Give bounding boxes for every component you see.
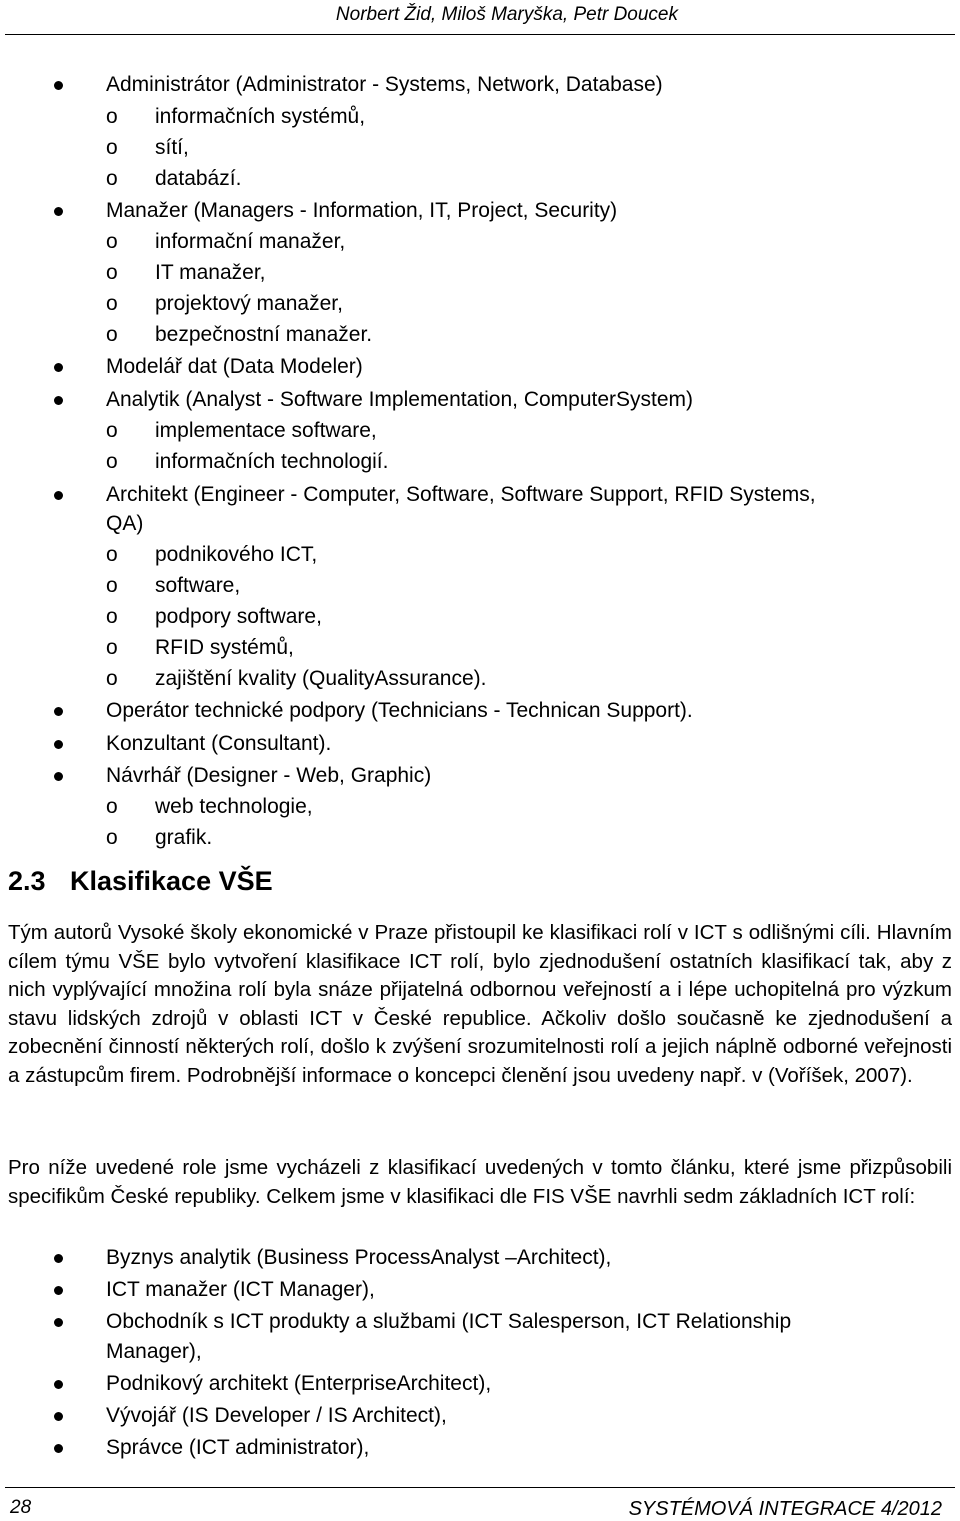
- bullet-dot: [54, 1444, 63, 1453]
- sub-bullet-marker: o: [106, 261, 118, 284]
- bullet-dot: [54, 740, 63, 749]
- sub-bullet-marker: o: [106, 574, 118, 597]
- sub-list-item: web technologie,: [155, 795, 313, 818]
- sub-bullet-marker: o: [106, 323, 118, 346]
- bullet-dot: [54, 363, 63, 372]
- bullet-dot: [54, 81, 63, 90]
- sub-bullet-marker: o: [106, 230, 118, 253]
- list-item: Modelář dat (Data Modeler): [106, 355, 363, 378]
- sub-bullet-marker: o: [106, 667, 118, 690]
- header-divider: [5, 34, 955, 35]
- sub-list-item: RFID systémů,: [155, 636, 294, 659]
- list-item: Konzultant (Consultant).: [106, 732, 332, 755]
- section-heading: [8, 866, 273, 897]
- paragraph: Tým autorů Vysoké školy ekonomické v Praze přistoupil ke klasifikaci rolí v ICT s odlišnými cíli. Hlavním cílem týmu VŠE bylo vytvoření klasifikace ICT rolí, bylo zjednodušení ostatních klasifikací tak, aby z nich vyplývající množina rolí byla snáze přijatelná odbornou veřejností a i lépe uchopitelná pro výzkum stavu lidských zdrojů v oblasti ICT v České republice. Ačkoliv došlo současně ke zjednodušení a zobecnění činností některých rolí, došlo k zvýšení srozumitelnosti rolí a jejich náplně odborné veřejnosti a zástupcům firem. Podrobnější informace o koncepci členění jsou uvedeny např. v (Voříšek, 2007).: [8, 921, 952, 1087]
- bullet-dot: [54, 1254, 63, 1263]
- list-item: ICT manažer (ICT Manager),: [106, 1278, 375, 1301]
- list-item: Návrhář (Designer - Web, Graphic): [106, 764, 432, 787]
- list-item: Správce (ICT administrator),: [106, 1436, 370, 1459]
- sub-list-item: zajištění kvality (QualityAssurance).: [155, 667, 487, 690]
- list-item: Manažer (Managers - Information, IT, Project, Security): [106, 199, 618, 222]
- page-header: [0, 0, 960, 34]
- section-number: 2.3: [8, 866, 46, 896]
- bullet-dot: [54, 491, 63, 500]
- footer-divider: [5, 1487, 955, 1488]
- sub-bullet-marker: o: [106, 450, 118, 473]
- list-item: Analytik (Analyst - Software Implementation, ComputerSystem): [106, 388, 694, 411]
- list-item: Podnikový architekt (EnterpriseArchitect),: [106, 1372, 492, 1395]
- bullet-dot: [54, 396, 63, 405]
- bullet-dot: [54, 1286, 63, 1295]
- section-title: Klasifikace VŠE: [70, 866, 273, 896]
- page-number: 28: [10, 1497, 32, 1518]
- sub-bullet-marker: o: [106, 419, 118, 442]
- list-item: Vývojář (IS Developer / IS Architect),: [106, 1404, 447, 1427]
- list-item: Obchodník s ICT produkty a službami (ICT Salesperson, ICT Relationship: [106, 1310, 792, 1333]
- bullet-dot: [54, 207, 63, 216]
- journal-name: SYSTÉMOVÁ INTEGRACE 4/2012: [628, 1498, 942, 1520]
- sub-list-item: IT manažer,: [155, 261, 266, 284]
- sub-bullet-marker: o: [106, 292, 118, 315]
- bullet-dot: [54, 1318, 63, 1327]
- list-item: Byznys analytik (Business ProcessAnalyst –Architect),: [106, 1246, 612, 1269]
- bullet-dot: [54, 707, 63, 716]
- list-item: Administrátor (Administrator - Systems, Network, Database): [106, 73, 663, 96]
- sub-bullet-marker: o: [106, 136, 118, 159]
- sub-list-item: grafik.: [155, 826, 213, 849]
- bullet-dot: [54, 772, 63, 781]
- sub-bullet-marker: o: [106, 105, 118, 128]
- sub-list-item: software,: [155, 574, 241, 597]
- bullet-dot: [54, 1412, 63, 1421]
- sub-list-item: databází.: [155, 167, 242, 190]
- list-item: Operátor technické podpory (Technicians - Technican Support).: [106, 699, 693, 722]
- bullet-dot: [54, 1380, 63, 1389]
- list-item-continuation: Manager),: [106, 1340, 202, 1363]
- list-item: Architekt (Engineer - Computer, Software, Software Support, RFID Systems,: [106, 483, 816, 506]
- sub-bullet-marker: o: [106, 826, 118, 849]
- sub-list-item: informační manažer,: [155, 230, 346, 253]
- sub-list-item: bezpečnostní manažer.: [155, 323, 373, 346]
- sub-list-item: implementace software,: [155, 419, 377, 442]
- paragraph: Pro níže uvedené role jsme vycházeli z klasifikací uvedených v tomto článku, které jsme přizpůsobili specifikům České republiky. Celkem jsme v klasifikaci dle FIS VŠE navrhli sedm základních ICT rolí:: [8, 1156, 952, 1208]
- sub-list-item: projektový manažer,: [155, 292, 343, 315]
- sub-list-item: informačních systémů,: [155, 105, 366, 128]
- list-item-continuation: QA): [106, 512, 144, 535]
- sub-list-item: podpory software,: [155, 605, 322, 628]
- sub-bullet-marker: o: [106, 795, 118, 818]
- sub-list-item: sítí,: [155, 136, 189, 159]
- sub-list-item: podnikového ICT,: [155, 543, 318, 566]
- sub-bullet-marker: o: [106, 636, 118, 659]
- sub-bullet-marker: o: [106, 543, 118, 566]
- sub-bullet-marker: o: [106, 605, 118, 628]
- sub-list-item: informačních technologií.: [155, 450, 389, 473]
- sub-bullet-marker: o: [106, 167, 118, 190]
- header-authors: Norbert Žid, Miloš Maryška, Petr Doucek: [335, 4, 678, 25]
